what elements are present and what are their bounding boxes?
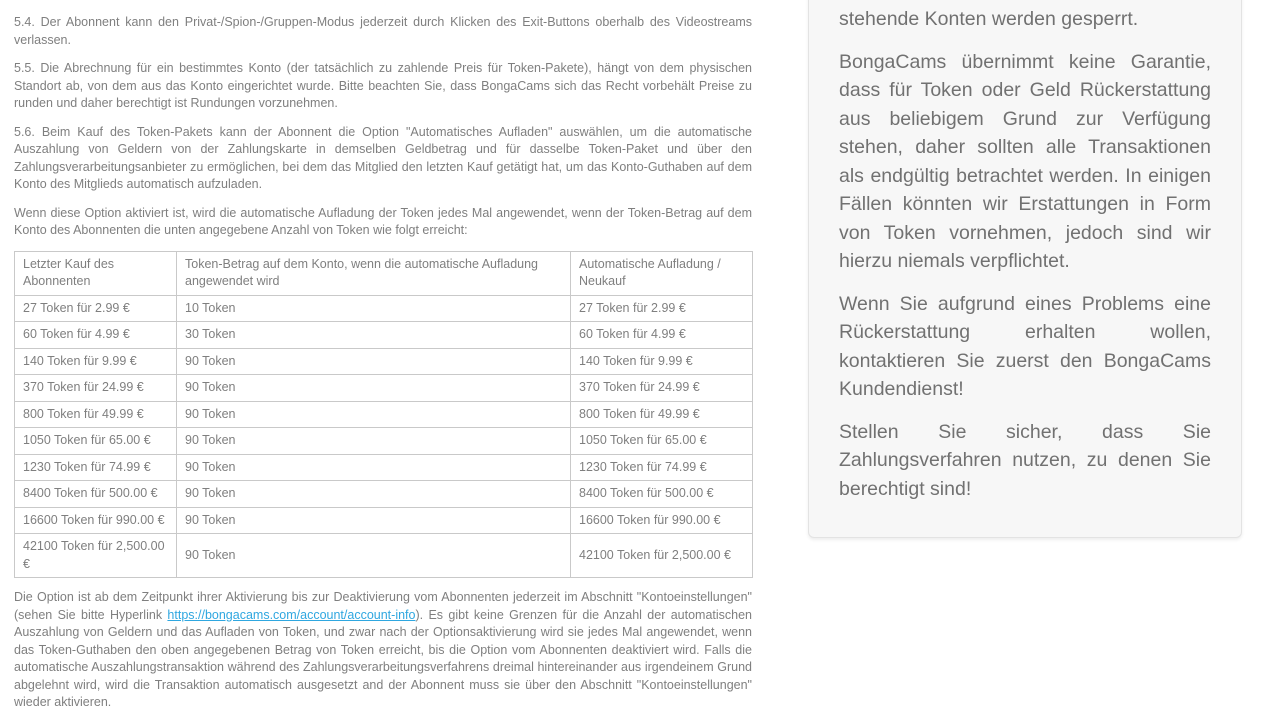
refund-info-panel <box>808 0 1242 538</box>
table-cell: 30 Token <box>177 322 571 349</box>
table-cell: 1050 Token für 65.00 € <box>15 428 177 455</box>
panel-paragraph-payment-methods: Stellen Sie sicher, dass Sie Zahlungsverfahren nutzen, zu denen Sie berechtigt sind! <box>839 420 1211 500</box>
table-header-auto-reload: Automatische Aufladung / Neukauf <box>571 251 753 295</box>
table-row <box>15 454 753 481</box>
table-header-row <box>15 251 753 295</box>
table-cell: 800 Token für 49.99 € <box>15 401 177 428</box>
table-cell: 1230 Token für 74.99 € <box>15 454 177 481</box>
closing-paragraph <box>14 589 752 712</box>
terms-content <box>14 0 752 723</box>
table-row <box>15 481 753 508</box>
table-cell: 42100 Token für 2,500.00 € <box>15 534 177 578</box>
table-cell: 90 Token <box>177 401 571 428</box>
panel-paragraph-blocked-accounts: stehende Konten werden gesperrt. <box>839 8 1139 30</box>
table-cell: 27 Token für 2.99 € <box>15 295 177 322</box>
closing-text-clipped-line: muss sie über den Abschnitt "Kontoeinstellungen" wieder aktivieren. <box>14 677 752 709</box>
table-cell: 8400 Token für 500.00 € <box>571 481 753 508</box>
table-cell: 16600 Token für 990.00 € <box>15 507 177 534</box>
table-cell: 8400 Token für 500.00 € <box>15 481 177 508</box>
table-row <box>15 507 753 534</box>
table-cell: 90 Token <box>177 534 571 578</box>
table-row <box>15 534 753 578</box>
table-cell: 60 Token für 4.99 € <box>571 322 753 349</box>
closing-text-after-link: ). Es gibt keine Grenzen für die Anzahl der automatischen Auszahlung von Geldern und das Aufladen von Token, und zwar nach der Optionsaktivierung wird sie jedes Mal angewendet, wenn das Token-Guthaben den oben angegebenen Betrag von Token erreicht, bis die Option vom Abonnenten deaktiviert wird. Falls die automatische Auszahlungstransaktion während des Zahlungsverarbeitungsverfahrens dreimal hintereinander aus irgendeinem Grund abgelehnt wird, wird die Transaktion automatisch ausgesetzt and der Abonnent <box>14 607 753 692</box>
table-row <box>15 428 753 455</box>
table-cell: 10 Token <box>177 295 571 322</box>
panel-paragraph-no-guarantee: BongaCams übernimmt keine Garantie, dass für Token oder Geld Rückerstattung aus beliebigem Grund zur Verfügung stehen, daher sollten alle Transaktionen als endgültig betrachtet werden. In einigen Fällen könnten wir Erstattungen in Form von Token vornehmen, jedoch sind wir hierzu niemals verpflichtet. <box>839 50 1211 272</box>
closing-text-before-link: Die Option ist ab dem Zeitpunkt ihrer Aktivierung bis zur Deaktivierung vom Abonnenten jederzeit im Abschnitt "Kontoeinstellungen" (sehen Sie bitte Hyperlink <box>14 590 752 622</box>
autoreload-table <box>14 251 753 579</box>
table-cell: 800 Token für 49.99 € <box>571 401 753 428</box>
terms-paragraph-5-6: 5.6. Beim Kauf des Token-Pakets kann der Abonnent die Option "Automatisches Aufladen" auswählen, um die automatische Auszahlung von Geldern von der Zahlungskarte in demselben Geldbetrag und für dasselbe Token-Paket und über den Zahlungsverarbeitungsanbieter zu ermöglichen, bei dem das Mitglied den letzten Kauf getätigt hat, um das Konto-Guthaben auf dem Konto des Mitglieds automatisch aufzuladen. <box>14 124 752 191</box>
table-cell: 1230 Token für 74.99 € <box>571 454 753 481</box>
table-row <box>15 375 753 402</box>
table-cell: 140 Token für 9.99 € <box>15 348 177 375</box>
table-cell: 370 Token für 24.99 € <box>571 375 753 402</box>
table-header-token-balance: Token-Betrag auf dem Konto, wenn die automatische Aufladung angewendet wird <box>177 251 571 295</box>
table-row <box>15 348 753 375</box>
table-cell: 1050 Token für 65.00 € <box>571 428 753 455</box>
table-row <box>15 401 753 428</box>
table-cell: 90 Token <box>177 481 571 508</box>
table-cell: 90 Token <box>177 375 571 402</box>
table-row <box>15 322 753 349</box>
table-cell: 60 Token für 4.99 € <box>15 322 177 349</box>
table-cell: 90 Token <box>177 507 571 534</box>
table-cell: 16600 Token für 990.00 € <box>571 507 753 534</box>
panel-paragraph-contact-support: Wenn Sie aufgrund eines Problems eine Rückerstattung erhalten wollen, kontaktieren Sie zuerst den BongaCams Kundendienst! <box>839 292 1211 400</box>
terms-paragraph-5-4: 5.4. Der Abonnent kann den Privat-/Spion-/Gruppen-Modus jederzeit durch Klicken des Exit-Buttons oberhalb des Videostreams verlassen. <box>14 15 752 47</box>
terms-paragraph-5-5: 5.5. Die Abrechnung für ein bestimmtes Konto (der tatsächlich zu zahlende Preis für Token-Pakete), hängt von dem physischen Standort ab, von dem aus das Konto eingerichtet wurde. Bitte beachten Sie, dass BongaCams sich das Recht vorbehält Preise zu runden und daher berechtigt ist Rundungen vorzunehmen. <box>14 61 752 110</box>
table-cell: 370 Token für 24.99 € <box>15 375 177 402</box>
table-cell: 90 Token <box>177 348 571 375</box>
table-row <box>15 295 753 322</box>
table-cell: 140 Token für 9.99 € <box>571 348 753 375</box>
terms-paragraph-autoreload-intro: Wenn diese Option aktiviert ist, wird die automatische Aufladung der Token jedes Mal angewendet, wenn der Token-Betrag auf dem Konto des Abonnenten die unten angegebene Anzahl von Token wie folgt erreicht: <box>14 205 752 237</box>
account-settings-link[interactable]: https://bongacams.com/account/account-info <box>167 607 416 622</box>
table-cell: 90 Token <box>177 454 571 481</box>
table-cell: 90 Token <box>177 428 571 455</box>
table-cell: 42100 Token für 2,500.00 € <box>571 534 753 578</box>
table-header-last-purchase: Letzter Kauf des Abonnenten <box>15 251 177 295</box>
table-cell: 27 Token für 2.99 € <box>571 295 753 322</box>
